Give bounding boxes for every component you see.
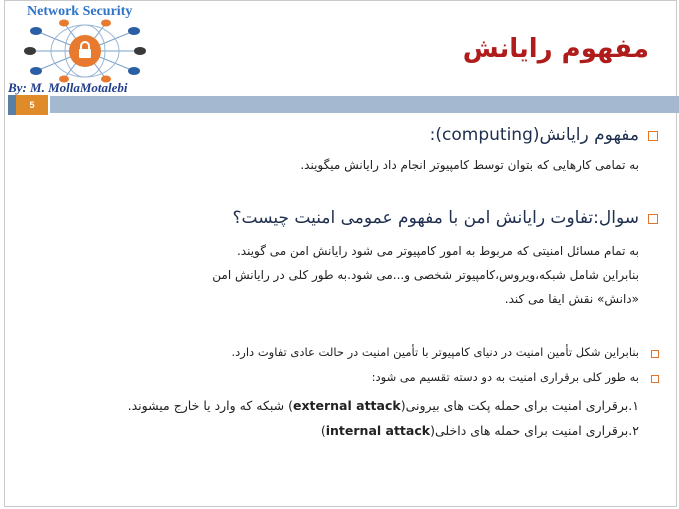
author-label: By: M. MollaMotalebi <box>8 80 128 95</box>
section-heading: مفهوم رایانش(computing): <box>429 125 639 145</box>
square-bullet-icon <box>651 375 659 383</box>
sub-point: بنابراین شکل تأمین امنیت در دنیای کامپیوتر با تأمین امنیت در حالت عادی تفاوت دارد. <box>231 345 639 359</box>
logo-title: Network Security <box>27 4 133 19</box>
section-body: به تمامی کارهایی که بتوان توسط کامپیوتر انجام داد رایانش میگویند. <box>300 158 639 172</box>
numbered-item: ۱.برقراری امنیت برای حمله پکت های بیرونی(external attack) شبکه که وارد یا خارج میشوند. <box>127 398 639 413</box>
square-bullet-icon <box>648 131 658 141</box>
square-bullet-icon <box>651 350 659 358</box>
slide-number: 5 <box>16 95 48 115</box>
square-bullet-icon <box>648 214 658 224</box>
numbered-item: ۲.برقراری امنیت برای حمله های داخلی(internal attack) <box>320 423 639 438</box>
header-bar-accent <box>8 95 16 115</box>
section-body-line: «دانش» نقش ایفا می کند. <box>504 292 639 306</box>
section-body-line: به تمام مسائل امنیتی که مربوط به امور کامپیوتر می شود رایانش امن می گویند. <box>236 244 639 258</box>
header-bar <box>50 96 679 113</box>
section-body-line: بنابراین شامل شبکه،ویروس،کامپیوتر شخصی و...می شود.به طور کلی در رایانش امن <box>212 268 639 282</box>
network-logo-icon <box>24 19 146 83</box>
sub-point: به طور کلی برقراری امنیت به دو دسته تقسیم می شود: <box>371 370 639 384</box>
slide-title: مفهوم رایانش <box>462 34 649 64</box>
section-heading: سوال:تفاوت رایانش امن با مفهوم عمومی امنیت چیست؟ <box>232 208 639 228</box>
